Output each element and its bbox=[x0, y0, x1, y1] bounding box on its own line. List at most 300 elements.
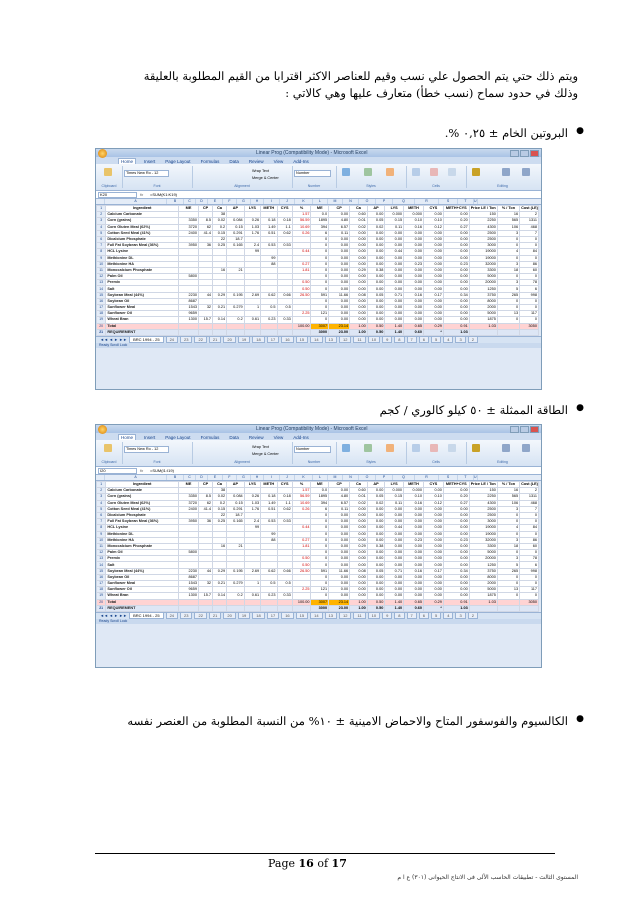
value-cell[interactable]: 0.00 bbox=[367, 562, 385, 568]
requirement-cell[interactable] bbox=[497, 329, 519, 335]
value-cell[interactable]: 0 bbox=[311, 280, 329, 286]
value-cell[interactable]: 0.00 bbox=[423, 519, 443, 525]
ingredient-cell[interactable]: Cotton Seed Meal (41%) bbox=[106, 506, 179, 512]
ingredient-cell[interactable]: Soybean Oil bbox=[106, 574, 179, 580]
value-cell[interactable]: 0.00 bbox=[404, 512, 424, 518]
value-cell[interactable]: 0.00 bbox=[423, 280, 443, 286]
sheet-tab[interactable]: 8 bbox=[394, 612, 404, 619]
sheet-tab[interactable]: 13 bbox=[325, 336, 337, 343]
paste-icon[interactable] bbox=[104, 168, 112, 176]
requirement-cell[interactable]: 1.03 bbox=[443, 329, 469, 335]
value-cell[interactable]: 0.01 bbox=[350, 218, 368, 224]
sheet-nav-icon[interactable]: ◄◄ ◄ ► ►► bbox=[100, 337, 128, 343]
requirement-cell[interactable] bbox=[292, 329, 311, 335]
value-cell[interactable]: 1.1 bbox=[277, 224, 292, 230]
value-cell[interactable]: 0.00 bbox=[423, 274, 443, 280]
value-cell[interactable]: 0.00 bbox=[443, 249, 469, 255]
value-cell[interactable]: 15.7 bbox=[198, 317, 212, 323]
value-cell[interactable]: 0.00 bbox=[423, 537, 443, 543]
ingredient-cell[interactable]: Methionine HA bbox=[106, 537, 179, 543]
column-title[interactable]: ME bbox=[311, 206, 329, 212]
value-cell[interactable]: 86 bbox=[520, 261, 539, 267]
column-header[interactable]: F bbox=[223, 199, 237, 204]
value-cell[interactable]: 3000 bbox=[469, 243, 497, 249]
value-cell[interactable]: 99 bbox=[261, 531, 277, 537]
sheet-tab[interactable]: 4 bbox=[443, 336, 453, 343]
value-cell[interactable]: 0.00 bbox=[423, 506, 443, 512]
tab-data[interactable]: Data bbox=[229, 159, 239, 164]
conditional-formatting-icon[interactable] bbox=[342, 444, 350, 452]
value-cell[interactable]: 0.27 bbox=[292, 261, 311, 267]
value-cell[interactable]: 0.00 bbox=[350, 519, 368, 525]
requirement-cell[interactable] bbox=[213, 605, 227, 611]
value-cell[interactable]: 0.195 bbox=[227, 292, 245, 298]
value-cell[interactable]: 0.00 bbox=[404, 543, 424, 549]
tab-home[interactable]: Home bbox=[118, 434, 136, 440]
value-cell[interactable]: 0.00 bbox=[404, 255, 424, 261]
value-cell[interactable]: 44 bbox=[198, 568, 212, 574]
value-cell[interactable]: 0.66 bbox=[277, 568, 292, 574]
row-number[interactable]: 18 bbox=[97, 311, 106, 317]
total-cell[interactable]: 23.14 bbox=[329, 599, 350, 605]
value-cell[interactable]: 0.00 bbox=[350, 274, 368, 280]
value-cell[interactable]: 0 bbox=[497, 243, 519, 249]
column-header[interactable]: A bbox=[105, 199, 167, 204]
value-cell[interactable]: 0.00 bbox=[329, 267, 350, 273]
value-cell[interactable]: 0.00 bbox=[404, 305, 424, 311]
value-cell[interactable]: 0 bbox=[497, 574, 519, 580]
total-cell[interactable]: 0.91 bbox=[443, 323, 469, 329]
value-cell[interactable]: 41.4 bbox=[198, 230, 212, 236]
ingredient-cell[interactable]: Sunflower Meal bbox=[106, 581, 179, 587]
value-cell[interactable]: 0 bbox=[520, 317, 539, 323]
tab-add-ins[interactable]: Add-Ins bbox=[293, 435, 309, 440]
sheet-tab[interactable]: 3 bbox=[455, 336, 465, 343]
wrap-text-button[interactable]: Wrap Text bbox=[252, 445, 269, 449]
column-header[interactable]: S bbox=[439, 475, 458, 480]
column-title[interactable]: CYS bbox=[277, 206, 292, 212]
ingredient-cell[interactable]: Methionine DL bbox=[106, 531, 179, 537]
sheet-tab[interactable]: 20 bbox=[223, 336, 235, 343]
value-cell[interactable]: 0.00 bbox=[404, 531, 424, 537]
value-cell[interactable]: 0.00 bbox=[350, 305, 368, 311]
value-cell[interactable]: 0 bbox=[497, 236, 519, 242]
value-cell[interactable]: 99 bbox=[261, 255, 277, 261]
value-cell[interactable]: 0.02 bbox=[367, 500, 385, 506]
value-cell[interactable]: 13 bbox=[497, 311, 519, 317]
merge-center-button[interactable]: Merge & Center bbox=[252, 176, 279, 180]
column-title[interactable]: METH bbox=[261, 482, 277, 488]
ingredient-cell[interactable]: Methionine HA bbox=[106, 261, 179, 267]
row-number[interactable]: 15 bbox=[97, 568, 106, 574]
value-cell[interactable]: 0.61 bbox=[244, 593, 260, 599]
column-header[interactable]: G bbox=[237, 199, 251, 204]
value-cell[interactable]: 8000 bbox=[469, 298, 497, 304]
value-cell[interactable]: 0.00 bbox=[329, 581, 350, 587]
sheet-tab[interactable]: 6 bbox=[419, 336, 429, 343]
column-header[interactable]: R bbox=[415, 199, 439, 204]
value-cell[interactable]: 4.80 bbox=[329, 218, 350, 224]
value-cell[interactable]: 0.00 bbox=[443, 488, 469, 494]
ingredient-cell[interactable]: Monocalcium Phosphate bbox=[106, 267, 179, 273]
column-title[interactable]: Ca bbox=[213, 482, 227, 488]
value-cell[interactable]: 0.25 bbox=[213, 519, 227, 525]
value-cell[interactable]: 0.00 bbox=[443, 506, 469, 512]
sheet-tab[interactable]: 19 bbox=[238, 612, 250, 619]
value-cell[interactable]: 0 bbox=[311, 236, 329, 242]
column-header[interactable]: G bbox=[237, 475, 251, 480]
column-title[interactable]: METH bbox=[404, 482, 424, 488]
maximize-icon[interactable] bbox=[520, 426, 529, 433]
value-cell[interactable]: 0.14 bbox=[213, 317, 227, 323]
value-cell[interactable]: 2500 bbox=[469, 506, 497, 512]
value-cell[interactable]: 0.5 bbox=[261, 581, 277, 587]
name-box[interactable]: K20 bbox=[98, 192, 137, 198]
column-title[interactable]: CP bbox=[198, 482, 212, 488]
sheet-tab[interactable]: 16 bbox=[281, 336, 293, 343]
value-cell[interactable]: 0.00 bbox=[367, 255, 385, 261]
total-cell[interactable]: 1.00 bbox=[350, 599, 368, 605]
value-cell[interactable]: 0.00 bbox=[385, 512, 404, 518]
value-cell[interactable]: 0.00 bbox=[367, 512, 385, 518]
requirement-cell[interactable] bbox=[277, 329, 292, 335]
value-cell[interactable]: 150 bbox=[469, 488, 497, 494]
sheet-tab[interactable]: 13 bbox=[325, 612, 337, 619]
column-title[interactable]: ME bbox=[179, 206, 199, 212]
requirement-cell[interactable] bbox=[198, 605, 212, 611]
value-cell[interactable]: 0 bbox=[311, 593, 329, 599]
value-cell[interactable]: 8.5 bbox=[198, 494, 212, 500]
value-cell[interactable]: 0.00 bbox=[385, 267, 404, 273]
value-cell[interactable]: 41.4 bbox=[198, 506, 212, 512]
value-cell[interactable]: 0.60 bbox=[350, 488, 368, 494]
value-cell[interactable]: 0.00 bbox=[443, 243, 469, 249]
value-cell[interactable]: 16 bbox=[497, 212, 519, 218]
value-cell[interactable]: 0.00 bbox=[443, 317, 469, 323]
value-cell[interactable]: 0 bbox=[497, 550, 519, 556]
value-cell[interactable]: 0.33 bbox=[277, 317, 292, 323]
value-cell[interactable]: 0 bbox=[520, 550, 539, 556]
value-cell[interactable]: 0.21 bbox=[213, 305, 227, 311]
value-cell[interactable]: 0.23 bbox=[261, 593, 277, 599]
total-cell[interactable]: 0.50 bbox=[367, 323, 385, 329]
value-cell[interactable]: 0.00 bbox=[404, 550, 424, 556]
column-header[interactable]: Q bbox=[393, 475, 415, 480]
value-cell[interactable]: 0.10 bbox=[404, 218, 424, 224]
requirement-cell[interactable] bbox=[261, 329, 277, 335]
column-header[interactable]: P bbox=[376, 199, 393, 204]
value-cell[interactable]: 2230 bbox=[179, 292, 199, 298]
value-cell[interactable]: 99 bbox=[244, 525, 260, 531]
requirement-cell[interactable] bbox=[497, 605, 519, 611]
tab-view[interactable]: View bbox=[273, 435, 284, 440]
row-number[interactable]: 2 bbox=[97, 488, 106, 494]
total-cell[interactable]: 0.91 bbox=[443, 599, 469, 605]
value-cell[interactable]: 0.05 bbox=[367, 494, 385, 500]
sheet-tab[interactable]: 4 bbox=[443, 612, 453, 619]
ingredient-cell[interactable]: Monocalcium Phosphate bbox=[106, 543, 179, 549]
requirement-cell[interactable]: 23.00 bbox=[329, 329, 350, 335]
requirement-cell[interactable] bbox=[520, 329, 539, 335]
value-cell[interactable]: 26.50 bbox=[292, 568, 311, 574]
value-cell[interactable]: 0 bbox=[311, 574, 329, 580]
column-title[interactable]: Price LE / Ton bbox=[470, 482, 496, 487]
value-cell[interactable]: 0.00 bbox=[367, 581, 385, 587]
value-cell[interactable]: 0.00 bbox=[329, 255, 350, 261]
value-cell[interactable]: 0.291 bbox=[227, 230, 245, 236]
ingredient-cell[interactable]: Salt bbox=[106, 286, 179, 292]
value-cell[interactable]: 0 bbox=[497, 512, 519, 518]
value-cell[interactable]: 0.00 bbox=[404, 249, 424, 255]
value-cell[interactable]: 1.81 bbox=[292, 543, 311, 549]
value-cell[interactable]: 18 bbox=[497, 543, 519, 549]
value-cell[interactable]: 0 bbox=[311, 531, 329, 537]
sheet-tab[interactable]: 14 bbox=[310, 336, 322, 343]
requirement-cell[interactable]: 0.60 bbox=[404, 329, 424, 335]
column-header[interactable]: R bbox=[415, 475, 439, 480]
value-cell[interactable]: 0.02 bbox=[213, 494, 227, 500]
value-cell[interactable]: 0.15 bbox=[227, 500, 245, 506]
value-cell[interactable]: 0.05 bbox=[367, 292, 385, 298]
value-cell[interactable]: 0.00 bbox=[404, 230, 424, 236]
value-cell[interactable]: 0.00 bbox=[443, 212, 469, 218]
row-number[interactable]: 21 bbox=[97, 605, 106, 611]
value-cell[interactable]: 0.00 bbox=[443, 274, 469, 280]
value-cell[interactable]: 1250 bbox=[469, 562, 497, 568]
value-cell[interactable]: 0.60 bbox=[350, 212, 368, 218]
value-cell[interactable]: 0 bbox=[311, 543, 329, 549]
requirement-cell[interactable]: 0.50 bbox=[367, 605, 385, 611]
row-number[interactable]: 16 bbox=[97, 298, 106, 304]
value-cell[interactable]: 0.00 bbox=[329, 531, 350, 537]
column-header[interactable]: T bbox=[458, 199, 474, 204]
value-cell[interactable]: 1311 bbox=[520, 494, 539, 500]
value-cell[interactable]: 1.03 bbox=[244, 224, 260, 230]
value-cell[interactable]: 106 bbox=[497, 500, 519, 506]
value-cell[interactable]: 998 bbox=[520, 568, 539, 574]
value-cell[interactable]: 0.23 bbox=[261, 317, 277, 323]
value-cell[interactable]: 0.00 bbox=[443, 525, 469, 531]
value-cell[interactable]: 0.15 bbox=[213, 230, 227, 236]
value-cell[interactable]: 16 bbox=[213, 543, 227, 549]
value-cell[interactable]: 0.00 bbox=[329, 512, 350, 518]
row-number[interactable]: 16 bbox=[97, 574, 106, 580]
value-cell[interactable]: 2500 bbox=[469, 230, 497, 236]
value-cell[interactable]: 38 bbox=[213, 488, 227, 494]
column-header[interactable]: H bbox=[251, 475, 264, 480]
value-cell[interactable]: 0.00 bbox=[350, 550, 368, 556]
value-cell[interactable]: 0.00 bbox=[443, 286, 469, 292]
close-icon[interactable] bbox=[530, 150, 539, 157]
requirement-cell[interactable]: * bbox=[423, 329, 443, 335]
value-cell[interactable]: 0.195 bbox=[227, 568, 245, 574]
insert-cells-icon[interactable] bbox=[412, 168, 420, 176]
value-cell[interactable]: 32000 bbox=[469, 537, 497, 543]
tab-data[interactable]: Data bbox=[229, 435, 239, 440]
autosum-icon[interactable] bbox=[472, 444, 480, 452]
column-title[interactable]: CYS bbox=[423, 482, 443, 488]
fx-icon[interactable]: fx bbox=[140, 468, 144, 473]
value-cell[interactable]: 0 bbox=[311, 286, 329, 292]
total-label[interactable]: Total bbox=[106, 599, 179, 605]
value-cell[interactable]: 0.00 bbox=[404, 267, 424, 273]
column-header[interactable]: K bbox=[295, 475, 313, 480]
requirement-cell[interactable]: 0.50 bbox=[367, 329, 385, 335]
row-number[interactable]: 13 bbox=[97, 280, 106, 286]
value-cell[interactable]: 0.00 bbox=[350, 581, 368, 587]
value-cell[interactable]: 0.00 bbox=[385, 305, 404, 311]
value-cell[interactable]: 1300 bbox=[179, 593, 199, 599]
office-button-icon[interactable] bbox=[98, 149, 107, 158]
value-cell[interactable]: 0.00 bbox=[350, 249, 368, 255]
value-cell[interactable]: 1.57 bbox=[292, 212, 311, 218]
value-cell[interactable]: 0 bbox=[497, 298, 519, 304]
value-cell[interactable]: 0.00 bbox=[350, 574, 368, 580]
sheet-tab[interactable]: 23 bbox=[180, 612, 192, 619]
value-cell[interactable]: 0.00 bbox=[443, 236, 469, 242]
value-cell[interactable]: 0.00 bbox=[423, 311, 443, 317]
sheet-tab[interactable]: 24 bbox=[166, 612, 178, 619]
value-cell[interactable]: 2400 bbox=[179, 506, 199, 512]
row-number[interactable]: 8 bbox=[97, 249, 106, 255]
value-cell[interactable]: 0.44 bbox=[292, 249, 311, 255]
ingredient-cell[interactable]: Full Fat Soybean Meal (36%) bbox=[106, 519, 179, 525]
value-cell[interactable]: 0.00 bbox=[443, 305, 469, 311]
ingredient-cell[interactable]: Palm Oil bbox=[106, 274, 179, 280]
value-cell[interactable]: 0.10 bbox=[423, 494, 443, 500]
value-cell[interactable]: 591 bbox=[311, 568, 329, 574]
value-cell[interactable]: 0.18 bbox=[277, 218, 292, 224]
ingredient-cell[interactable]: Dicalcium Phosphate bbox=[106, 236, 179, 242]
value-cell[interactable]: 0.00 bbox=[329, 243, 350, 249]
column-header[interactable]: U bbox=[474, 199, 477, 203]
tab-insert[interactable]: Insert bbox=[144, 435, 156, 440]
row-number[interactable]: 7 bbox=[97, 243, 106, 249]
value-cell[interactable]: 0.00 bbox=[367, 550, 385, 556]
value-cell[interactable]: 0.00 bbox=[443, 267, 469, 273]
value-cell[interactable]: 117 bbox=[520, 587, 539, 593]
sheet-tab[interactable]: 9 bbox=[382, 336, 392, 343]
sheet-tab[interactable]: 20 bbox=[223, 612, 235, 619]
value-cell[interactable]: 5800 bbox=[179, 274, 199, 280]
value-cell[interactable]: 0.62 bbox=[261, 292, 277, 298]
value-cell[interactable]: 4 bbox=[497, 525, 519, 531]
value-cell[interactable]: 0.00 bbox=[329, 298, 350, 304]
minimize-icon[interactable] bbox=[510, 150, 519, 157]
column-header[interactable]: M bbox=[328, 199, 343, 204]
total-cell[interactable]: 1.40 bbox=[385, 323, 404, 329]
value-cell[interactable]: 1895 bbox=[311, 494, 329, 500]
value-cell[interactable]: 2.69 bbox=[244, 292, 260, 298]
value-cell[interactable]: 0 bbox=[520, 305, 539, 311]
column-title[interactable]: Ingredient bbox=[106, 482, 179, 488]
value-cell[interactable]: 0.00 bbox=[367, 525, 385, 531]
value-cell[interactable]: 0.11 bbox=[385, 224, 404, 230]
value-cell[interactable]: 0 bbox=[311, 512, 329, 518]
sheet-tab[interactable]: 7 bbox=[407, 336, 417, 343]
ingredient-cell[interactable]: Sunflower Meal bbox=[106, 305, 179, 311]
number-format-box[interactable]: Number bbox=[294, 170, 331, 177]
value-cell[interactable]: 0.00 bbox=[423, 562, 443, 568]
value-cell[interactable]: 0.00 bbox=[350, 506, 368, 512]
value-cell[interactable]: 0.00 bbox=[367, 261, 385, 267]
value-cell[interactable]: 0.00 bbox=[385, 593, 404, 599]
value-cell[interactable]: 0.00 bbox=[329, 587, 350, 593]
value-cell[interactable]: 0 bbox=[311, 267, 329, 273]
value-cell[interactable]: 0.01 bbox=[350, 494, 368, 500]
value-cell[interactable]: 0 bbox=[311, 305, 329, 311]
value-cell[interactable]: 0.12 bbox=[423, 224, 443, 230]
value-cell[interactable]: 565 bbox=[497, 494, 519, 500]
value-cell[interactable]: 36 bbox=[198, 243, 212, 249]
sheet-tab[interactable]: 7 bbox=[407, 612, 417, 619]
column-title[interactable]: LYS bbox=[385, 482, 404, 488]
value-cell[interactable]: 0.00 bbox=[385, 274, 404, 280]
value-cell[interactable]: 0.00 bbox=[385, 255, 404, 261]
value-cell[interactable]: 84 bbox=[520, 249, 539, 255]
value-cell[interactable]: 4.80 bbox=[329, 494, 350, 500]
value-cell[interactable]: 0.00 bbox=[423, 531, 443, 537]
value-cell[interactable]: 265 bbox=[497, 292, 519, 298]
value-cell[interactable]: 0.00 bbox=[404, 286, 424, 292]
value-cell[interactable]: 0.71 bbox=[385, 292, 404, 298]
minimize-icon[interactable] bbox=[510, 426, 519, 433]
value-cell[interactable]: 0.000 bbox=[385, 488, 404, 494]
value-cell[interactable]: 0.00 bbox=[423, 255, 443, 261]
value-cell[interactable]: 8.5 bbox=[198, 218, 212, 224]
column-header[interactable]: O bbox=[359, 199, 376, 204]
value-cell[interactable]: 0.00 bbox=[350, 255, 368, 261]
column-header[interactable]: N bbox=[343, 475, 359, 480]
sheet-tab[interactable]: 21 bbox=[209, 612, 221, 619]
value-cell[interactable]: 0.25 bbox=[213, 243, 227, 249]
value-cell[interactable]: 6.57 bbox=[329, 500, 350, 506]
column-title[interactable]: AP bbox=[367, 482, 385, 488]
column-header[interactable]: O bbox=[359, 475, 376, 480]
column-title[interactable]: ME bbox=[311, 482, 329, 488]
column-header[interactable]: N bbox=[343, 199, 359, 204]
row-number[interactable]: 10 bbox=[97, 537, 106, 543]
value-cell[interactable]: 0 bbox=[497, 519, 519, 525]
row-number[interactable]: 5 bbox=[97, 506, 106, 512]
value-cell[interactable]: 0.00 bbox=[367, 212, 385, 218]
value-cell[interactable]: 0.00 bbox=[423, 236, 443, 242]
value-cell[interactable]: 0.50 bbox=[292, 280, 311, 286]
value-cell[interactable]: 0.00 bbox=[350, 512, 368, 518]
value-cell[interactable]: 0.26 bbox=[244, 494, 260, 500]
value-cell[interactable]: 0.00 bbox=[423, 298, 443, 304]
column-header[interactable]: B bbox=[167, 475, 184, 480]
conditional-formatting-icon[interactable] bbox=[342, 168, 350, 176]
value-cell[interactable]: 0 bbox=[311, 550, 329, 556]
value-cell[interactable]: 3350 bbox=[179, 494, 199, 500]
requirement-label[interactable]: REQUIREMENT bbox=[106, 605, 179, 611]
value-cell[interactable]: 0.23 bbox=[404, 537, 424, 543]
value-cell[interactable]: 0 bbox=[520, 581, 539, 587]
value-cell[interactable]: 0.00 bbox=[350, 593, 368, 599]
value-cell[interactable]: 0.00 bbox=[385, 261, 404, 267]
column-header[interactable]: B bbox=[167, 199, 184, 204]
value-cell[interactable]: 0.00 bbox=[367, 593, 385, 599]
value-cell[interactable]: 0.084 bbox=[227, 218, 245, 224]
value-cell[interactable]: 2 bbox=[520, 212, 539, 218]
column-header[interactable]: J bbox=[280, 475, 295, 480]
sheet-tab[interactable]: 15 bbox=[296, 336, 308, 343]
value-cell[interactable]: 0.20 bbox=[443, 494, 469, 500]
value-cell[interactable]: 0.34 bbox=[443, 292, 469, 298]
sheet-tab[interactable]: 15 bbox=[296, 612, 308, 619]
value-cell[interactable]: 0 bbox=[497, 581, 519, 587]
